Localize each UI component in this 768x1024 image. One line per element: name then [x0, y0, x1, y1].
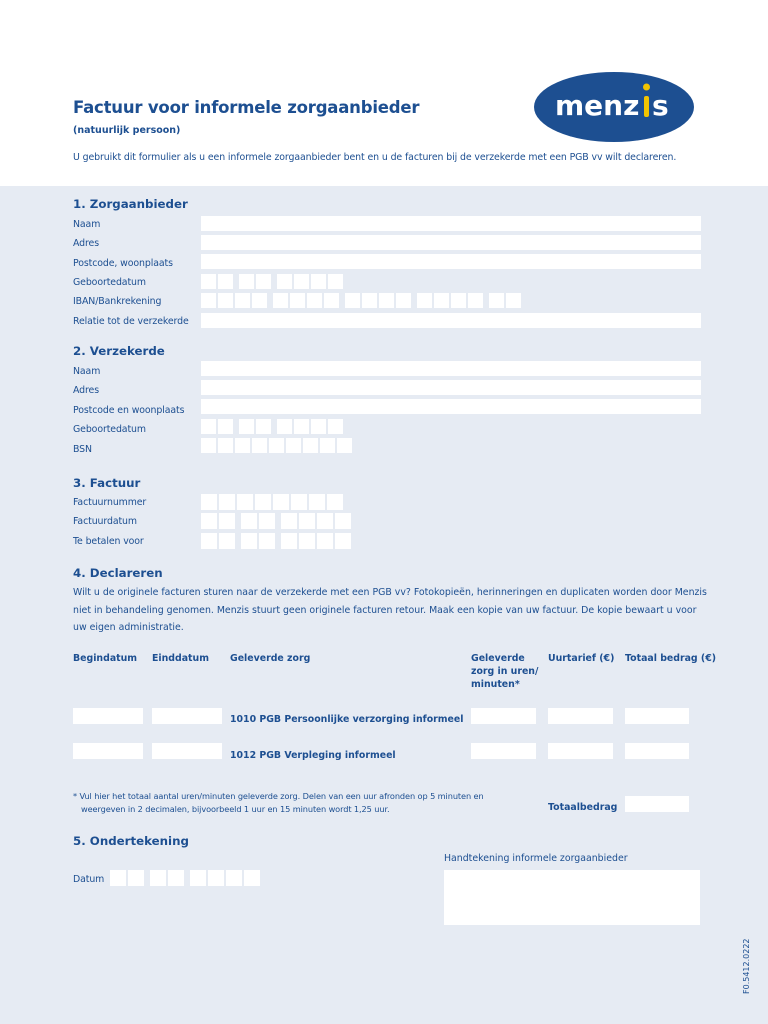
page-subtitle: (natuurlijk persoon)	[73, 125, 181, 136]
col-uurtarief: Uurtarief (€)	[548, 653, 615, 664]
handtekening-label: Handtekening informele zorgaanbieder	[444, 853, 628, 864]
row1-einddatum-field[interactable]	[152, 708, 222, 724]
zorgaanbieder-naam-field[interactable]	[201, 216, 701, 231]
row1-uurtarief-field[interactable]	[548, 708, 613, 724]
ondertekening-datum-boxes[interactable]	[110, 870, 266, 886]
verzekerde-geboortedatum-label: Geboortedatum	[73, 424, 146, 435]
verzekerde-postcode-field[interactable]	[201, 399, 701, 414]
col-uren-line1: Geleverde	[471, 653, 525, 664]
row2-totaal-field[interactable]	[625, 743, 689, 759]
verzekerde-adres-label: Adres	[73, 385, 99, 396]
logo-i-dot	[643, 84, 650, 91]
zorgaanbieder-relatie-field[interactable]	[201, 313, 701, 328]
section-declareren-title: 4. Declareren	[73, 566, 163, 580]
factuurnummer-label: Factuurnummer	[73, 497, 147, 508]
te-betalen-voor-boxes[interactable]	[201, 533, 357, 549]
zorgaanbieder-geboortedatum-label: Geboortedatum	[73, 277, 146, 288]
col-totaal-bedrag: Totaal bedrag (€)	[625, 653, 716, 664]
zorgaanbieder-adres-field[interactable]	[201, 235, 701, 250]
handtekening-field[interactable]	[444, 870, 700, 925]
row2-uurtarief-field[interactable]	[548, 743, 613, 759]
totaalbedrag-label: Totaalbedrag	[548, 802, 618, 813]
verzekerde-naam-label: Naam	[73, 366, 101, 377]
row2-uren-field[interactable]	[471, 743, 536, 759]
col-uren-line3: minuten*	[471, 679, 520, 690]
factuurnummer-boxes[interactable]	[201, 494, 349, 510]
row2-einddatum-field[interactable]	[152, 743, 222, 759]
section-verzekerde-title: 2. Verzekerde	[73, 344, 165, 358]
intro-text: U gebruikt dit formulier als u een informele zorgaanbieder bent en u de facturen bij de verzekerde met een PGB vv wilt declareren.	[73, 152, 677, 163]
logo-text-s: s	[652, 89, 669, 122]
verzekerde-adres-field[interactable]	[201, 380, 701, 395]
zorgaanbieder-iban-label: IBAN/Bankrekening	[73, 296, 162, 307]
row1-begindatum-field[interactable]	[73, 708, 143, 724]
zorgaanbieder-relatie-label: Relatie tot de verzekerde	[73, 316, 189, 327]
section-factuur-title: 3. Factuur	[73, 476, 141, 490]
te-betalen-voor-label: Te betalen voor	[73, 536, 144, 547]
totaalbedrag-field[interactable]	[625, 796, 689, 812]
zorgaanbieder-naam-label: Naam	[73, 219, 101, 230]
verzekerde-naam-field[interactable]	[201, 361, 701, 376]
menzis-logo	[533, 70, 695, 144]
zorgaanbieder-adres-label: Adres	[73, 238, 99, 249]
col-einddatum: Einddatum	[152, 653, 209, 664]
verzekerde-geboortedatum-boxes[interactable]	[201, 419, 349, 434]
row2-zorg-label: 1012 PGB Verpleging informeel	[230, 750, 396, 761]
row1-totaal-field[interactable]	[625, 708, 689, 724]
footnote-line2: weergeven in 2 decimalen, bijvoorbeeld 1 uur en 15 minuten wordt 1,25 uur.	[81, 804, 390, 814]
factuurdatum-boxes[interactable]	[201, 513, 357, 529]
section-zorgaanbieder-title: 1. Zorgaanbieder	[73, 197, 188, 211]
row1-zorg-label: 1010 PGB Persoonlijke verzorging informeel	[230, 714, 464, 725]
zorgaanbieder-postcode-label: Postcode, woonplaats	[73, 258, 173, 269]
declareren-text: Wilt u de originele facturen sturen naar de verzekerde met een PGB vv? Fotokopieën, herinneringen en duplicaten worden door Menzis niet in behandeling genomen. Menzis stuurt geen originele facturen retour. Maak een kopie van uw factuur. De kopie bewaart u voor uw eigen administratie.	[73, 587, 707, 633]
zorgaanbieder-postcode-field[interactable]	[201, 254, 701, 269]
footnote-line1: * Vul hier het totaal aantal uren/minuten geleverde zorg. Delen van een uur afronden op 5 minuten en	[73, 791, 484, 801]
verzekerde-bsn-boxes[interactable]	[201, 438, 358, 453]
row1-uren-field[interactable]	[471, 708, 536, 724]
row2-begindatum-field[interactable]	[73, 743, 143, 759]
ondertekening-datum-label: Datum	[73, 874, 105, 885]
verzekerde-bsn-label: BSN	[73, 444, 92, 455]
col-uren-line2: zorg in uren/	[471, 666, 539, 677]
section-ondertekening-title: 5. Ondertekening	[73, 834, 189, 848]
page-title: Factuur voor informele zorgaanbieder	[73, 98, 420, 117]
form-code: F0.5412.0222	[742, 938, 751, 994]
zorgaanbieder-geboortedatum-boxes[interactable]	[201, 274, 349, 289]
logo-text: menz	[555, 89, 640, 122]
zorgaanbieder-iban-boxes[interactable]	[201, 293, 527, 308]
col-begindatum: Begindatum	[73, 653, 138, 664]
factuurdatum-label: Factuurdatum	[73, 516, 137, 527]
logo-i-stem	[644, 96, 649, 117]
verzekerde-postcode-label: Postcode en woonplaats	[73, 405, 185, 416]
col-geleverde-zorg: Geleverde zorg	[230, 653, 311, 664]
